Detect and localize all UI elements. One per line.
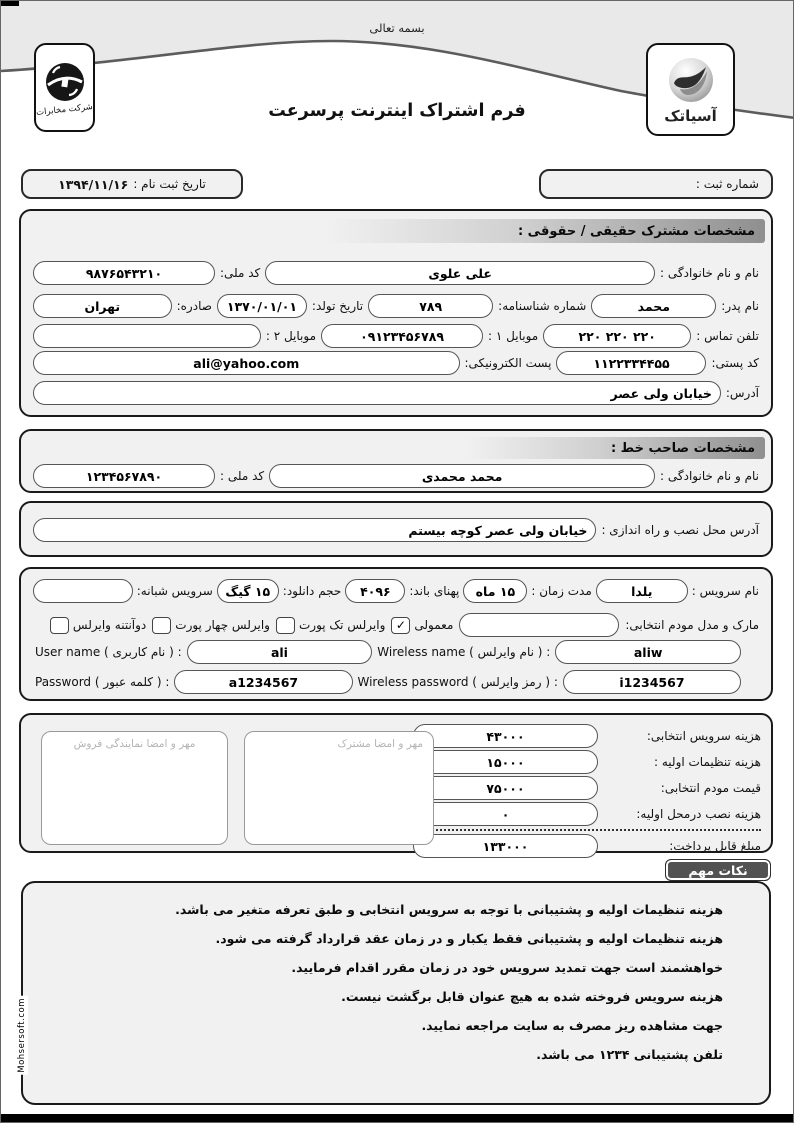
asiatech-logo-icon xyxy=(666,55,716,105)
national-id-label: کد ملی: xyxy=(220,266,261,280)
section-service xyxy=(19,567,773,701)
father-name-label: نام پدر: xyxy=(721,299,759,313)
costs-column xyxy=(413,724,761,860)
mobile1-label: موبایل ۱ : xyxy=(488,329,539,343)
password-label: Password ( کلمه عبور ) : xyxy=(35,675,170,689)
address-label: آدرس: xyxy=(725,386,759,400)
modem-option-wireless-4port[interactable] xyxy=(152,617,270,634)
install-cost-field[interactable]: ۰ xyxy=(413,802,598,826)
modem-price-label: قیمت مودم انتخابی: xyxy=(660,781,761,795)
bandwidth-label: پهنای باند: xyxy=(409,584,460,598)
note-line: خواهشمند است جهت تمدید سرویس خود در زمان مقرر اقدام فرمایید. xyxy=(291,960,723,975)
modem-option-wireless-1port-checkbox[interactable] xyxy=(276,617,295,634)
birth-date-label: تاریخ تولد: xyxy=(311,299,364,313)
birth-date-field[interactable]: ۱۳۷۰/۰۱/۰۱ xyxy=(217,294,307,318)
note-line: هزینه تنظیمات اولیه و پشتیبانی با توجه به سرویس انتخابی و طبق تعرفه متغیر می باشد. xyxy=(175,902,723,917)
install-address-label: آدرس محل نصب و راه اندازی : xyxy=(601,523,759,537)
id-number-field[interactable]: ۷۸۹ xyxy=(368,294,493,318)
postal-code-label: کد پستی: xyxy=(711,356,759,370)
note-line: هزینه تنظیمات اولیه و پشتیبانی فقط یکبار و در زمان عقد قرارداد گرفته می شود. xyxy=(215,931,723,946)
wireless-name-field[interactable]: aliw xyxy=(555,640,741,664)
registration-number-box[interactable] xyxy=(539,169,773,199)
service-name-field[interactable]: یلدا xyxy=(596,579,688,603)
email-label: پست الکترونیکی: xyxy=(464,356,552,370)
modem-option-wireless-1port-label: وایرلس تک پورت xyxy=(298,618,386,632)
important-notes-box xyxy=(21,881,771,1105)
subscriber-signature-box[interactable]: مهر و امضا مشترک xyxy=(244,731,434,845)
asiatech-logo xyxy=(646,43,735,136)
duration-field[interactable]: ۱۵ ماه xyxy=(463,579,527,603)
tci-logo-icon xyxy=(44,61,86,103)
issued-in-label: صادره: xyxy=(176,299,212,313)
modem-option-normal[interactable] xyxy=(391,617,453,634)
national-id-field[interactable]: ۹۸۷۶۵۴۳۲۱۰ xyxy=(33,261,215,285)
service-cost-field[interactable]: ۴۳۰۰۰ xyxy=(413,724,598,748)
email-field[interactable]: ali@yahoo.com xyxy=(33,351,460,375)
scan-bottom-edge xyxy=(1,1114,793,1122)
username-label: User name ( نام کاربری ) : xyxy=(35,645,182,659)
night-service-label: سرویس شبانه: xyxy=(136,584,213,598)
modem-model-field[interactable] xyxy=(459,613,619,637)
mobile1-field[interactable]: ۰۹۱۲۳۴۵۶۷۸۹ xyxy=(321,324,483,348)
note-line: تلفن پشتیبانی ۱۲۳۴ می باشد. xyxy=(536,1047,723,1062)
modem-option-dual-antenna-checkbox[interactable] xyxy=(50,617,69,634)
section-line-owner xyxy=(19,429,773,493)
section-subscriber-header: مشخصات مشترک حقیقی / حقوقی : xyxy=(325,219,765,243)
download-volume-field[interactable]: ۱۵ گیگ xyxy=(217,579,279,603)
modem-option-wireless-4port-label: وایرلس چهار پورت xyxy=(175,618,270,632)
section-install-address xyxy=(19,501,773,557)
wireless-name-label: Wireless name ( نام وایرلس ) : xyxy=(377,645,551,659)
owner-national-id-label: کد ملی : xyxy=(220,469,265,483)
duration-label: مدت زمان : xyxy=(531,584,592,598)
modem-model-label: مارک و مدل مودم انتخابی: xyxy=(625,618,759,632)
bandwidth-field[interactable]: ۴۰۹۶ xyxy=(345,579,405,603)
section-subscriber xyxy=(19,209,773,417)
important-notes-badge: نکات مهم xyxy=(665,859,771,881)
owner-fullname-label: نام و نام خانوادگی : xyxy=(660,469,759,483)
registration-date-box[interactable] xyxy=(21,169,243,199)
registration-date-value: ۱۳۹۴/۱۱/۱۶ xyxy=(58,176,129,192)
postal-code-field[interactable]: ۱۱۲۲۳۳۴۴۵۵ xyxy=(556,351,706,375)
modem-option-wireless-1port[interactable] xyxy=(276,617,385,634)
fullname-field[interactable]: علی علوی xyxy=(265,261,655,285)
password-field[interactable]: a1234567 xyxy=(174,670,352,694)
modem-option-dual-antenna-label: دوآنتنه وایرلس xyxy=(72,618,147,632)
registration-date-label: تاریخ ثبت نام : xyxy=(133,177,206,191)
section-line-owner-header: مشخصات صاحب خط : xyxy=(465,437,765,459)
section-costs xyxy=(19,713,773,853)
mobile2-field[interactable] xyxy=(33,324,261,348)
costs-separator xyxy=(413,829,761,831)
mobile2-label: موبایل ۲ : xyxy=(265,329,317,343)
total-payable-label: مبلغ قابل پرداخت: xyxy=(669,839,761,853)
watermark-text: Mohsersoft.com xyxy=(17,998,27,1073)
night-service-field[interactable] xyxy=(33,579,133,603)
service-cost-label: هزینه سرویس انتخابی: xyxy=(646,729,761,743)
registration-number-label: شماره ثبت : xyxy=(695,177,759,191)
note-line: جهت مشاهده ریز مصرف به سایت مراجعه نمایید. xyxy=(421,1018,723,1033)
tci-logo xyxy=(34,43,95,132)
modem-option-normal-checkbox[interactable]: ✓ xyxy=(391,617,410,634)
address-field[interactable]: خیابان ولی عصر xyxy=(33,381,721,405)
modem-option-dual-antenna[interactable] xyxy=(50,617,146,634)
username-field[interactable]: ali xyxy=(187,640,373,664)
scan-corner-artifact xyxy=(1,1,19,6)
phone-field[interactable]: ۲۲۰ ۲۲۰ ۲۲۰ xyxy=(543,324,691,348)
owner-national-id-field[interactable]: ۱۲۳۴۵۶۷۸۹۰ xyxy=(33,464,215,488)
setup-cost-field[interactable]: ۱۵۰۰۰ xyxy=(413,750,598,774)
setup-cost-label: هزینه تنظیمات اولیه : xyxy=(654,755,761,769)
phone-label: تلفن تماس : xyxy=(696,329,759,343)
note-line: هزینه سرویس فروخته شده به هیچ عنوان قابل برگشت نیست. xyxy=(341,989,723,1004)
asiatech-wordmark: آسیاتک xyxy=(664,106,717,125)
download-volume-label: حجم دانلود: xyxy=(282,584,342,598)
fullname-label: نام و نام خانوادگی : xyxy=(660,266,759,280)
total-payable-field[interactable]: ۱۳۳۰۰۰ xyxy=(413,834,598,858)
issued-in-field[interactable]: تهران xyxy=(33,294,172,318)
install-cost-label: هزینه نصب درمحل اولیه: xyxy=(636,807,761,821)
service-name-label: نام سرویس : xyxy=(691,584,759,598)
modem-price-field[interactable]: ۷۵۰۰۰ xyxy=(413,776,598,800)
bismillah-text: بسمه تعالی xyxy=(369,21,425,35)
father-name-field[interactable]: محمد xyxy=(591,294,716,318)
tci-logo-caption: شرکت مخابرات xyxy=(35,101,94,118)
install-address-field[interactable]: خیابان ولی عصر کوچه بیستم xyxy=(33,518,596,542)
wireless-password-field[interactable]: i1234567 xyxy=(563,670,741,694)
agent-signature-box[interactable]: مهر و امضا نمایندگی فروش xyxy=(41,731,228,845)
form-title: فرم اشتراک اینترنت پرسرعت xyxy=(268,101,526,121)
wireless-password-label: Wireless password ( رمز وایرلس ) : xyxy=(357,675,558,689)
modem-option-normal-label: معمولی xyxy=(414,618,454,632)
id-number-label: شماره شناسنامه: xyxy=(498,299,587,313)
modem-option-wireless-4port-checkbox[interactable] xyxy=(152,617,171,634)
owner-fullname-field[interactable]: محمد محمدی xyxy=(269,464,655,488)
